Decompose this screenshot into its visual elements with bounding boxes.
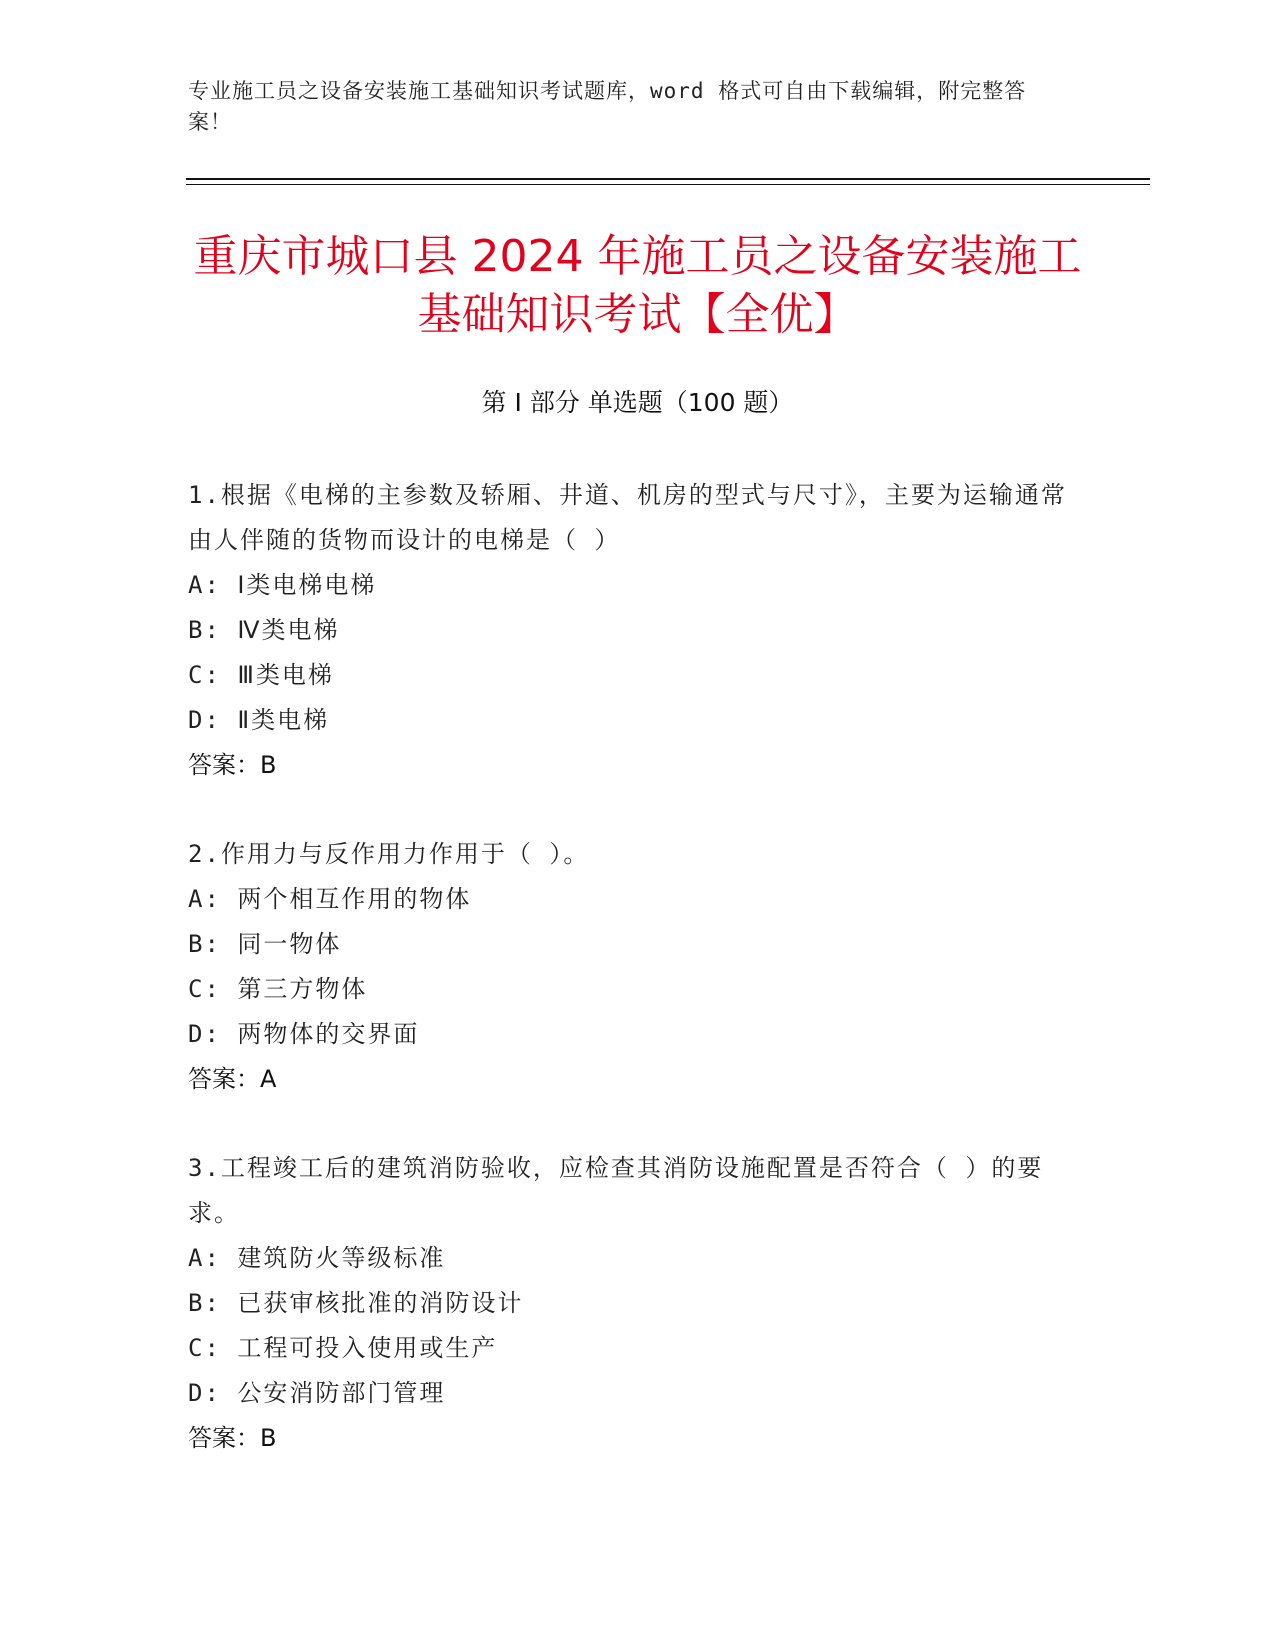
document-title bbox=[160, 228, 1115, 344]
question-3 bbox=[188, 1146, 1088, 1461]
section-heading: 第 I 部分 单选题（100 题） bbox=[481, 388, 794, 417]
option-d: D: 公安消防部门管理 bbox=[188, 1379, 446, 1407]
header-note: 专业施工员之设备安装施工基础知识考试题库，word 格式可自由下载编辑，附完整答案！ bbox=[188, 79, 1027, 134]
answer-line: 答案：B bbox=[188, 1424, 277, 1452]
document-title-line-1: 重庆市城口县 2024 年施工员之设备安装施工 bbox=[193, 231, 1082, 282]
option-a: A: 建筑防火等级标准 bbox=[188, 1244, 446, 1272]
answer-line: 答案：A bbox=[188, 1065, 277, 1093]
option-b: B: 同一物体 bbox=[188, 930, 342, 958]
option-b: B: 已获审核批准的消防设计 bbox=[188, 1289, 524, 1317]
option-a: A: Ⅰ类电梯电梯 bbox=[188, 571, 377, 599]
option-a: A: 两个相互作用的物体 bbox=[188, 885, 472, 913]
header-divider-thick bbox=[186, 178, 1150, 180]
question-1 bbox=[188, 473, 1088, 788]
header-divider-thin bbox=[186, 184, 1150, 185]
option-c: C: Ⅲ类电梯 bbox=[188, 661, 334, 689]
option-d: D: Ⅱ类电梯 bbox=[188, 706, 330, 734]
question-list bbox=[188, 473, 1088, 1505]
option-b: B: Ⅳ类电梯 bbox=[188, 616, 340, 644]
question-stem: 2.作用力与反作用力作用于（ ）。 bbox=[188, 840, 590, 868]
option-c: C: 第三方物体 bbox=[188, 975, 368, 1003]
question-stem: 3.工程竣工后的建筑消防验收，应检查其消防设施配置是否符合（ ）的要求。 bbox=[188, 1154, 1044, 1227]
question-2 bbox=[188, 832, 1088, 1102]
answer-line: 答案：B bbox=[188, 751, 277, 779]
document-title-line-2: 基础知识考试【全优】 bbox=[417, 289, 858, 340]
question-stem: 1.根据《电梯的主参数及轿厢、井道、机房的型式与尺寸》，主要为运输通常由人伴随的货物而设计的电梯是（ ） bbox=[188, 481, 1067, 554]
option-d: D: 两物体的交界面 bbox=[188, 1020, 420, 1048]
option-c: C: 工程可投入使用或生产 bbox=[188, 1334, 498, 1362]
